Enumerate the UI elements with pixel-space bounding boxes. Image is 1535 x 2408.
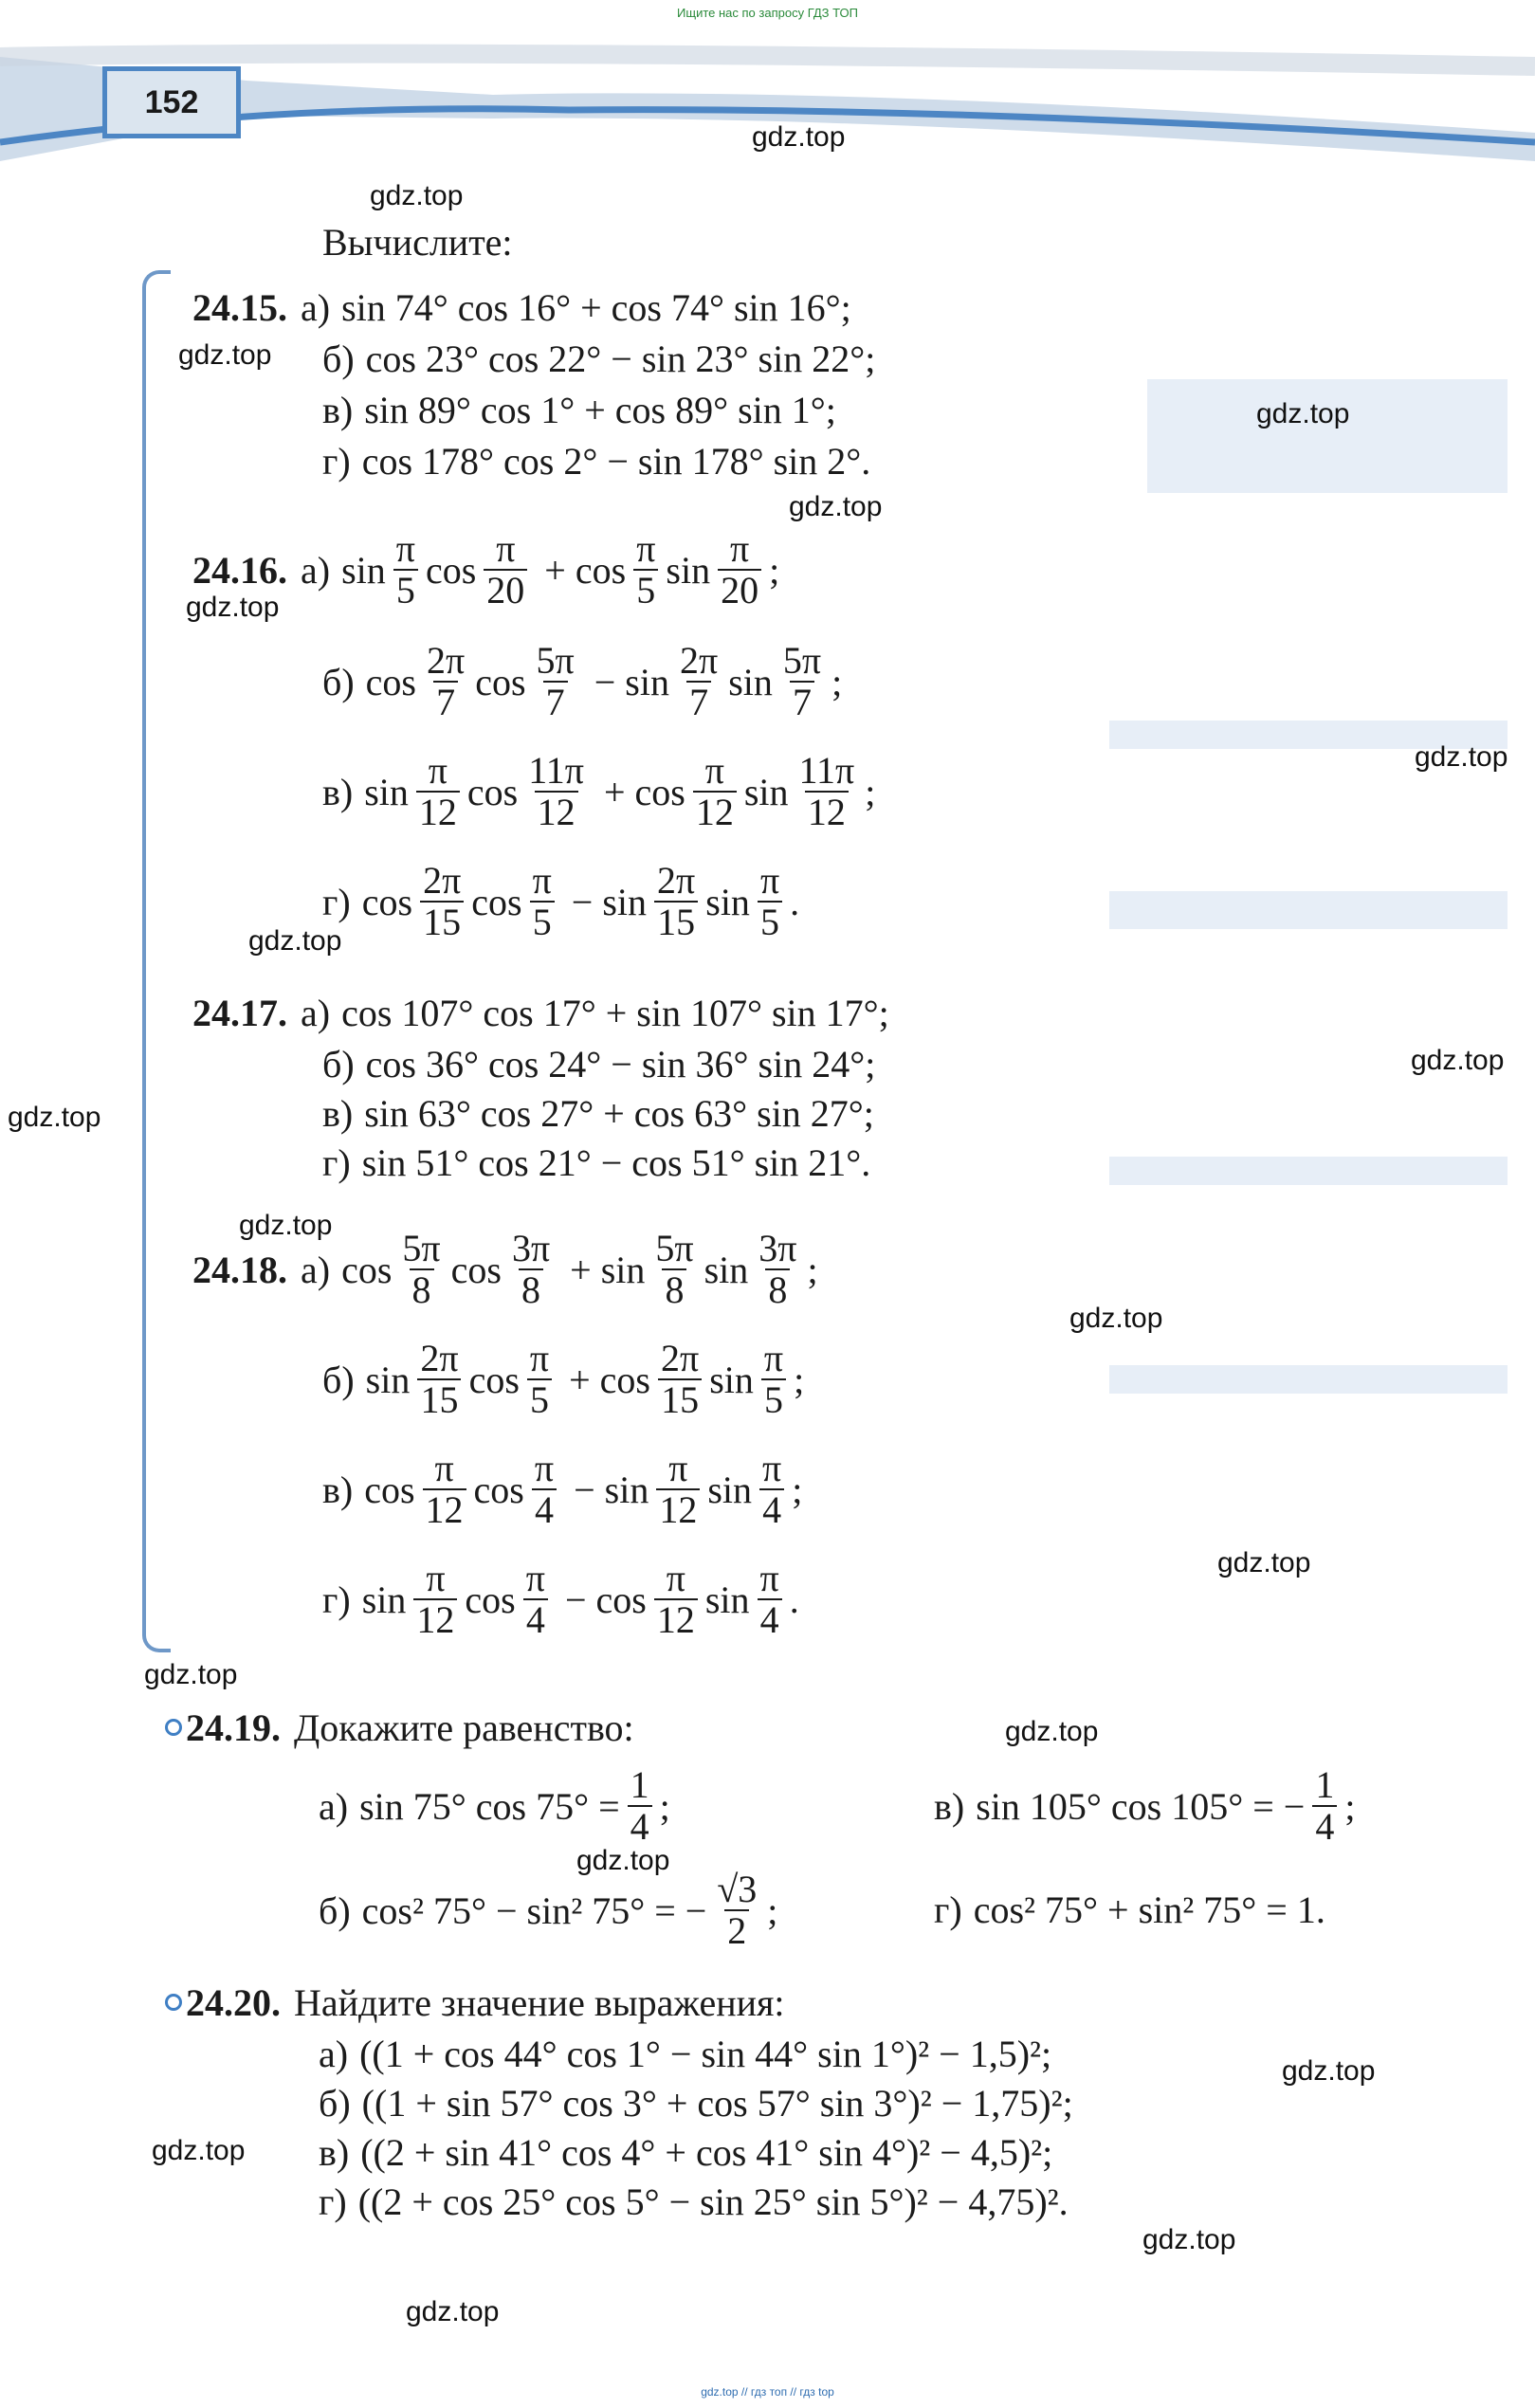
- function-name: sin: [707, 1468, 753, 1511]
- denominator: 7: [790, 681, 814, 722]
- fraction: [796, 751, 858, 832]
- item-label: б): [322, 1358, 355, 1401]
- problem-24-15-a: [192, 283, 851, 332]
- fraction: [416, 751, 460, 832]
- numerator: π: [759, 1557, 779, 1599]
- fraction: [677, 641, 721, 722]
- fraction: [534, 641, 577, 722]
- function-name: cos: [365, 660, 416, 703]
- numerator: π: [529, 1337, 550, 1379]
- numerator: 5π: [402, 1227, 441, 1269]
- function-name: sin: [365, 1358, 411, 1401]
- function-name: cos: [475, 660, 526, 703]
- fraction: [654, 861, 698, 942]
- watermark-text: gdz.top: [1217, 1547, 1311, 1578]
- punctuation: ;: [807, 1248, 818, 1291]
- watermark-text: gdz.top: [144, 1659, 238, 1690]
- watermark-text: gdz.top: [1256, 398, 1350, 429]
- numerator: 5π: [536, 639, 575, 682]
- top-promo-note: Ищите нас по запросу ГДЗ ТОП: [677, 6, 858, 20]
- punctuation: .: [789, 1578, 799, 1621]
- operator: +: [570, 1248, 592, 1291]
- item-label: в): [934, 1784, 965, 1828]
- fraction: [759, 1449, 784, 1530]
- item-label: г): [322, 880, 351, 923]
- numerator: π: [759, 859, 780, 902]
- item-label: в): [322, 1468, 354, 1511]
- problem-number: 24.15.: [192, 285, 287, 329]
- problem-24-19-b: [319, 1851, 777, 1970]
- fraction: [417, 1339, 461, 1420]
- function-name: cos: [341, 1248, 393, 1291]
- denominator: 12: [654, 1598, 698, 1640]
- function-name: cos: [466, 770, 519, 813]
- punctuation: ;: [1344, 1784, 1356, 1828]
- problem-24-18-v: [322, 1430, 802, 1549]
- function-name: sin: [709, 1358, 754, 1401]
- group-bracket: [142, 270, 171, 1652]
- problem-24-17-v: [322, 1088, 874, 1138]
- function-name: cos: [634, 770, 685, 813]
- numerator: π: [428, 749, 448, 792]
- fraction: [1312, 1765, 1337, 1847]
- function-name: cos: [599, 1358, 650, 1401]
- numerator: π: [496, 527, 516, 570]
- fraction: [484, 529, 527, 611]
- item-label: в): [322, 1091, 354, 1135]
- fraction: [523, 1559, 548, 1640]
- numerator: 1: [630, 1763, 649, 1806]
- fraction: [424, 641, 467, 722]
- numerator: π: [434, 1447, 454, 1489]
- denominator: 7: [686, 681, 711, 722]
- function-name: cos: [471, 880, 522, 923]
- denominator: 8: [519, 1268, 543, 1310]
- numerator: π: [532, 859, 552, 902]
- watermark-text: gdz.top: [248, 925, 342, 957]
- denominator: 15: [420, 901, 464, 942]
- denominator: 12: [656, 1488, 700, 1530]
- item-label: г): [934, 1888, 962, 1931]
- function-name: sin: [743, 770, 789, 813]
- problem-number: 24.19.: [186, 1706, 281, 1749]
- numerator: π: [666, 1557, 685, 1599]
- denominator: 20: [484, 569, 527, 611]
- denominator: 20: [718, 569, 761, 611]
- item-label: а): [319, 1784, 349, 1828]
- item-label: г): [322, 439, 351, 483]
- function-name: sin: [728, 660, 773, 703]
- fraction: [693, 751, 737, 832]
- numerator: π: [426, 1557, 446, 1599]
- numerator: 2π: [660, 1337, 700, 1379]
- denominator: 12: [413, 1598, 457, 1640]
- function-name: cos: [450, 1248, 502, 1291]
- watermark-text: gdz.top: [1411, 1045, 1505, 1076]
- item-text: cos 23° cos 22° − sin 23° sin 22°;: [365, 337, 876, 380]
- watermark-text: gdz.top: [152, 2135, 246, 2166]
- fraction: [393, 529, 418, 611]
- problem-24-19-g: [934, 1885, 1325, 1934]
- item-text: ((1 + sin 57° cos 3° + cos 57° sin 3°)² − 1,75)²;: [361, 2081, 1073, 2125]
- fraction: [654, 1559, 698, 1640]
- item-label: б): [319, 1888, 351, 1932]
- function-name: cos: [364, 1468, 415, 1511]
- watermark-text: gdz.top: [789, 491, 883, 522]
- fraction: [718, 529, 761, 611]
- numerator: π: [395, 527, 415, 570]
- problem-number: 24.16.: [192, 548, 287, 592]
- operator: +: [569, 1358, 591, 1401]
- denominator: 15: [654, 901, 698, 942]
- function-name: sin: [364, 770, 409, 813]
- fraction: [714, 1870, 759, 1951]
- problem-24-18-g: [322, 1540, 799, 1659]
- item-text: sin 105° cos 105° = −: [976, 1784, 1306, 1828]
- item-text: cos² 75° + sin² 75° = 1.: [973, 1888, 1325, 1931]
- item-label: б): [322, 1042, 355, 1085]
- item-text: cos 107° cos 17° + sin 107° sin 17°;: [341, 991, 889, 1034]
- fraction: [628, 1765, 652, 1847]
- numerator: π: [729, 527, 750, 570]
- item-label: б): [322, 660, 355, 703]
- denominator: 12: [535, 791, 578, 832]
- denominator: 8: [662, 1268, 686, 1310]
- function-name: sin: [704, 1578, 750, 1621]
- denominator: 15: [417, 1378, 461, 1420]
- fraction: [527, 1339, 552, 1420]
- item-label: а): [301, 548, 331, 592]
- numerator: 2π: [423, 859, 462, 902]
- denominator: 5: [758, 901, 782, 942]
- watermark-text: gdz.top: [1282, 2055, 1376, 2087]
- item-label: а): [301, 285, 331, 329]
- numerator: 11π: [798, 749, 855, 792]
- numerator: 5π: [655, 1227, 694, 1269]
- problem-24-17-a: [192, 988, 889, 1037]
- denominator: 2: [724, 1909, 749, 1951]
- item-text: sin 74° cos 16° + cos 74° sin 16°;: [341, 285, 851, 329]
- operator: +: [603, 770, 626, 813]
- watermark-text: gdz.top: [1005, 1716, 1099, 1747]
- numerator: π: [668, 1447, 688, 1489]
- watermark-text: gdz.top: [1142, 2224, 1236, 2255]
- denominator: 4: [523, 1598, 548, 1640]
- watermark-text: gdz.top: [406, 2296, 500, 2327]
- problem-24-15-v: [322, 385, 836, 434]
- problem-title: Найдите значение выражения:: [294, 1980, 785, 2024]
- function-name: sin: [604, 1468, 649, 1511]
- punctuation: ;: [659, 1784, 670, 1828]
- item-text: ((1 + cos 44° cos 1° − sin 44° sin 1°)² − 1,5)²;: [359, 2032, 1052, 2075]
- denominator: 12: [805, 791, 849, 832]
- item-label: в): [322, 770, 354, 813]
- punctuation: ;: [865, 770, 876, 813]
- item-text: ((2 + cos 25° cos 5° − sin 25° sin 5°)² − 4,75)².: [357, 2180, 1069, 2223]
- function-name: cos: [473, 1468, 524, 1511]
- function-name: sin: [704, 1248, 749, 1291]
- problem-24-18-b: [322, 1320, 804, 1439]
- problem-24-16-b: [322, 622, 842, 741]
- item-text: sin 75° cos 75° =: [359, 1784, 620, 1828]
- item-text: cos 178° cos 2° − sin 178° sin 2°.: [361, 439, 871, 483]
- item-text: sin 63° cos 27° + cos 63° sin 27°;: [364, 1091, 874, 1135]
- fraction: [423, 1449, 466, 1530]
- item-label: в): [322, 388, 354, 431]
- fraction: [532, 1449, 557, 1530]
- problem-24-17-g: [322, 1138, 870, 1187]
- problem-number: 24.18.: [192, 1248, 287, 1291]
- punctuation: .: [790, 880, 800, 923]
- fraction: [658, 1339, 702, 1420]
- function-name: cos: [468, 1358, 520, 1401]
- difficulty-circle-icon: [165, 1719, 182, 1736]
- function-name: cos: [361, 880, 413, 923]
- watermark-text: gdz.top: [186, 592, 280, 623]
- problem-number: 24.20.: [186, 1980, 281, 2024]
- problem-24-15-g: [322, 436, 870, 485]
- numerator: 2π: [679, 639, 719, 682]
- denominator: 12: [416, 791, 460, 832]
- problem-24-16-g: [322, 842, 799, 961]
- function-name: sin: [625, 660, 669, 703]
- bottom-promo-note: gdz.top // гдз топ // гдз top: [701, 2385, 834, 2399]
- operator: −: [594, 660, 616, 703]
- numerator: π: [763, 1337, 784, 1379]
- punctuation: ;: [831, 660, 843, 703]
- fraction: [780, 641, 824, 722]
- item-text: cos² 75° − sin² 75° = −: [361, 1888, 707, 1932]
- denominator: 12: [693, 791, 737, 832]
- item-label: г): [322, 1140, 351, 1184]
- numerator: π: [636, 527, 656, 570]
- denominator: 12: [423, 1488, 466, 1530]
- numerator: 3π: [511, 1227, 551, 1269]
- denominator: 8: [765, 1268, 790, 1310]
- problem-24-19-title: [165, 1703, 634, 1752]
- function-name: cos: [595, 1578, 647, 1621]
- item-label: в): [319, 2130, 350, 2174]
- function-name: sin: [666, 548, 711, 592]
- numerator: 2π: [657, 859, 696, 902]
- item-text: cos 36° cos 24° − sin 36° sin 24°;: [365, 1042, 876, 1085]
- watermark-text: gdz.top: [239, 1210, 333, 1241]
- item-label: а): [301, 1248, 331, 1291]
- fraction: [761, 1339, 786, 1420]
- fraction: [399, 1229, 443, 1310]
- denominator: 7: [433, 681, 458, 722]
- operator: −: [574, 1468, 595, 1511]
- problem-24-17-b: [322, 1039, 875, 1088]
- watermark-text: gdz.top: [178, 339, 272, 371]
- problem-24-19-v: [934, 1746, 1355, 1866]
- problem-24-16-v: [322, 732, 875, 851]
- item-text: sin 89° cos 1° + cos 89° sin 1°;: [364, 388, 836, 431]
- function-name: cos: [425, 548, 477, 592]
- denominator: 7: [543, 681, 568, 722]
- bleed-through-background: [1109, 228, 1508, 1631]
- numerator: π: [534, 1447, 555, 1489]
- numerator: 2π: [420, 1337, 459, 1379]
- function-name: sin: [705, 880, 750, 923]
- denominator: 5: [527, 1378, 552, 1420]
- fraction: [758, 1559, 782, 1640]
- function-name: sin: [361, 1578, 407, 1621]
- function-name: cos: [575, 548, 627, 592]
- fraction: [758, 861, 782, 942]
- denominator: 5: [761, 1378, 786, 1420]
- item-label: а): [301, 991, 331, 1034]
- punctuation: ;: [769, 548, 780, 592]
- problem-24-20-v: [319, 2127, 1052, 2177]
- item-label: б): [319, 2081, 351, 2125]
- numerator: √3: [717, 1868, 758, 1910]
- numerator: 5π: [782, 639, 822, 682]
- watermark-text: gdz.top: [1069, 1303, 1163, 1334]
- denominator: 4: [628, 1805, 652, 1847]
- punctuation: ;: [792, 1468, 803, 1511]
- operator: −: [564, 1578, 587, 1621]
- numerator: π: [704, 749, 724, 792]
- function-name: cos: [465, 1578, 516, 1621]
- function-name: sin: [600, 1248, 646, 1291]
- item-text: sin 51° cos 21° − cos 51° sin 21°.: [361, 1140, 871, 1184]
- item-label: г): [319, 2180, 347, 2223]
- operator: −: [571, 880, 594, 923]
- problem-24-16-a: [192, 510, 779, 629]
- watermark-text: gdz.top: [1415, 741, 1508, 773]
- fraction: [509, 1229, 553, 1310]
- fraction: [413, 1559, 457, 1640]
- problem-24-15-b: [322, 334, 875, 383]
- watermark-text: gdz.top: [370, 180, 464, 211]
- watermark-text: gdz.top: [8, 1102, 101, 1133]
- denominator: 5: [393, 569, 418, 611]
- item-label: а): [319, 2032, 349, 2075]
- item-label: б): [322, 337, 355, 380]
- problem-24-20-title: [165, 1978, 785, 2027]
- difficulty-circle-icon: [165, 1994, 182, 2011]
- item-text: ((2 + sin 41° cos 4° + cos 41° sin 4°)² − 4,5)²;: [360, 2130, 1053, 2174]
- operator: +: [544, 548, 566, 592]
- problem-24-20-b: [319, 2078, 1073, 2127]
- numerator: π: [762, 1447, 782, 1489]
- fraction: [756, 1229, 799, 1310]
- denominator: 4: [759, 1488, 784, 1530]
- fraction: [652, 1229, 696, 1310]
- problem-24-20-g: [319, 2177, 1069, 2226]
- numerator: 11π: [528, 749, 584, 792]
- denominator: 5: [530, 901, 555, 942]
- problem-title: Докажите равенство:: [294, 1706, 634, 1749]
- fraction: [530, 861, 555, 942]
- fraction: [420, 861, 464, 942]
- numerator: 2π: [427, 639, 466, 682]
- punctuation: ;: [767, 1888, 778, 1932]
- punctuation: ;: [794, 1358, 805, 1401]
- fraction: [525, 751, 587, 832]
- denominator: 4: [532, 1488, 557, 1530]
- denominator: 5: [633, 569, 658, 611]
- instruction: Вычислите:: [322, 221, 513, 264]
- denominator: 4: [1312, 1805, 1337, 1847]
- denominator: 4: [758, 1598, 782, 1640]
- numerator: 1: [1315, 1763, 1335, 1806]
- problem-24-20-a: [319, 2029, 1051, 2078]
- item-label: г): [322, 1578, 351, 1621]
- fraction: [633, 529, 658, 611]
- function-name: sin: [602, 880, 648, 923]
- page-number: 152: [102, 66, 241, 138]
- numerator: π: [525, 1557, 545, 1599]
- numerator: 3π: [758, 1227, 797, 1269]
- watermark-text: gdz.top: [752, 121, 846, 153]
- watermark-text: gdz.top: [576, 1845, 670, 1876]
- problem-number: 24.17.: [192, 991, 287, 1034]
- fraction: [656, 1449, 700, 1530]
- function-name: sin: [341, 548, 386, 592]
- denominator: 8: [410, 1268, 434, 1310]
- denominator: 15: [658, 1378, 702, 1420]
